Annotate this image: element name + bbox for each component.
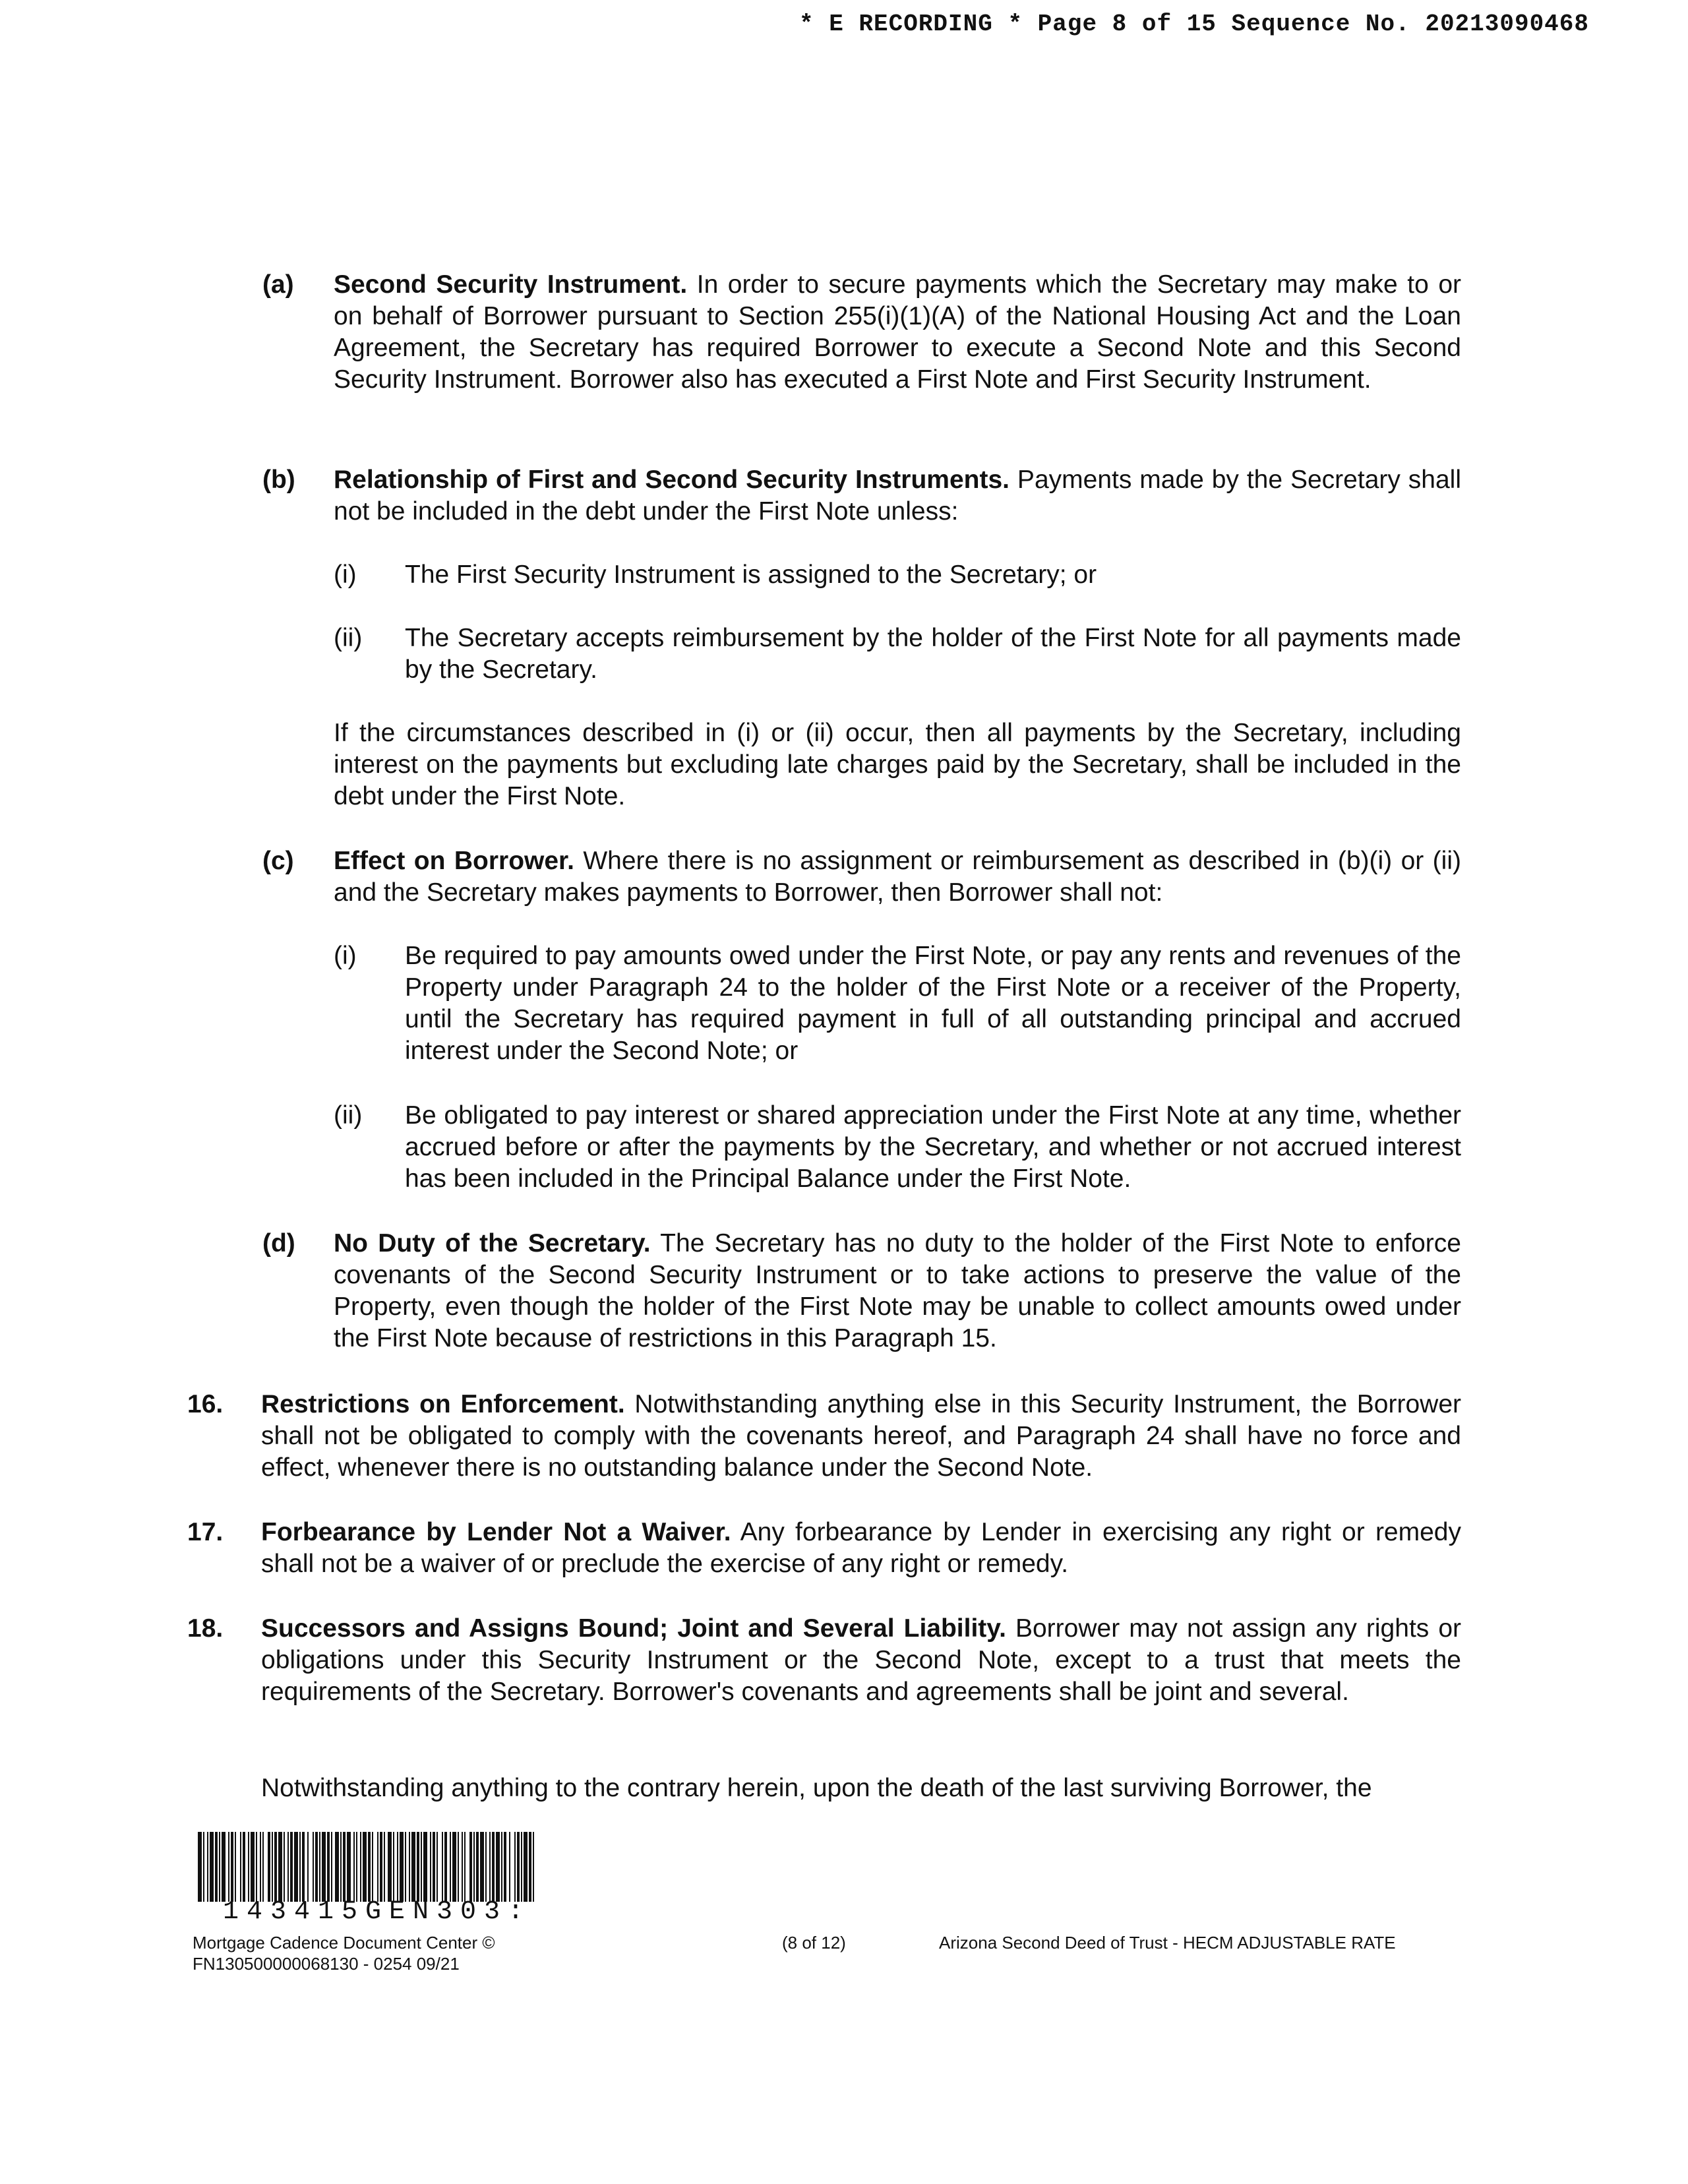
footer-page-number: (8 of 12) — [782, 1933, 846, 1953]
barcode-stripe — [417, 1832, 419, 1902]
section-d-text: The Secretary has no duty to the holder of the First Note to enforce covenants of the Second Security Instrument or to take actions to preserve the value of the Property, even though the holder of the First Note may be unable to collect amounts owed under the First Note because of restrictions in this Paragraph 15. — [334, 1229, 1461, 1352]
barcode-stripe — [235, 1832, 236, 1902]
section-c-ii-text: Be obligated to pay interest or shared appreciation under the First Note at any time, whether accrued before or after the payments by the Secretary, and whether or not accrued interest has been included in the Principal Balance under the First Note. — [405, 1101, 1461, 1193]
barcode-stripe — [294, 1832, 298, 1902]
barcode-stripe — [268, 1832, 270, 1902]
barcode-stripe — [480, 1832, 484, 1902]
section-b-label: (b) — [262, 466, 295, 494]
barcode-stripe — [397, 1832, 398, 1902]
section-b-ii-text: The Secretary accepts reimbursement by the holder of the First Note for all payments made by the Secretary. — [405, 624, 1461, 684]
barcode-stripe — [360, 1832, 361, 1902]
section-d-title: No Duty of the Secretary. — [334, 1229, 651, 1258]
barcode-stripe — [388, 1832, 392, 1902]
barcode-stripe — [442, 1832, 443, 1902]
barcode-stripe — [524, 1832, 528, 1902]
barcode-stripe — [278, 1832, 282, 1902]
barcode-stripe — [430, 1832, 431, 1902]
paragraph-18-text: Borrower may not assign any rights or obligations under this Security Instrument or the Second Note, except to a trust that meets the requirements of the Secretary. Borrower's covenants and agreements shall be joint and several. — [261, 1614, 1461, 1706]
paragraph-18-title: Successors and Assigns Bound; Joint and Several Liability. — [261, 1614, 1006, 1643]
paragraph-18-continued: Notwithstanding anything to the contrary herein, upon the death of the last surviving Borrower, the — [261, 1774, 1372, 1802]
paragraph-16-label: 16. — [187, 1390, 224, 1418]
barcode-stripe — [437, 1832, 438, 1902]
barcode-stripe — [411, 1832, 415, 1902]
barcode-stripe — [331, 1832, 332, 1902]
barcode-stripe — [393, 1832, 394, 1902]
barcode-stripe — [384, 1832, 385, 1902]
barcode-stripe — [243, 1832, 245, 1902]
section-a-label: (a) — [262, 270, 294, 299]
paragraph-17 — [261, 1517, 1461, 1580]
paragraph-17-title: Forbearance by Lender Not a Waiver. — [261, 1518, 731, 1546]
section-b-i-label: (i) — [334, 561, 357, 589]
barcode-stripe — [284, 1832, 285, 1902]
barcode-stripe — [462, 1832, 463, 1902]
section-c — [334, 845, 1461, 909]
barcode-stripe — [203, 1832, 204, 1902]
barcode-stripe — [313, 1832, 314, 1902]
barcode-stripe — [458, 1832, 459, 1902]
section-a-title: Second Security Instrument. — [334, 270, 688, 299]
barcode-stripe — [409, 1832, 410, 1902]
barcode-stripe — [274, 1832, 277, 1902]
section-b-text: Payments made by the Secretary shall not be included in the debt under the First Note unless: — [334, 466, 1462, 526]
barcode-number: 143415GEN303: — [223, 1897, 532, 1927]
barcode-stripe — [251, 1832, 255, 1902]
barcode-stripe — [433, 1832, 435, 1902]
footer-form-title: Arizona Second Deed of Trust - HECM ADJUSTABLE RATE — [939, 1933, 1396, 1953]
barcode-stripe — [240, 1832, 241, 1902]
footer-form-id: FN130500000068130 - 0254 09/21 — [193, 1954, 460, 1974]
barcode-stripe — [501, 1832, 502, 1902]
barcode-stripe — [514, 1832, 516, 1902]
barcode-stripe — [215, 1832, 218, 1902]
section-c-text: Where there is no assignment or reimbursement as described in (b)(i) or (ii) and the Secretary makes payments to Borrower, then Borrower shall not: — [334, 847, 1461, 907]
barcode-stripe — [322, 1832, 326, 1902]
barcode-stripe — [299, 1832, 301, 1902]
barcode-stripe — [509, 1832, 510, 1902]
paragraph-17-text: Any forbearance by Lender in exercising any right or remedy shall not be a waiver of or preclude the exercise of any right or remedy. — [261, 1518, 1461, 1578]
barcode-stripe — [492, 1832, 495, 1902]
section-c-title: Effect on Borrower. — [334, 847, 574, 875]
barcode-stripe — [485, 1832, 487, 1902]
section-c-label: (c) — [262, 847, 294, 875]
section-b-title: Relationship of First and Second Security Instruments. — [334, 466, 1010, 494]
barcode-stripe — [347, 1832, 351, 1902]
barcode-stripe — [452, 1832, 456, 1902]
barcode-stripe — [473, 1832, 475, 1902]
barcode-stripe — [319, 1832, 320, 1902]
barcode-stripe — [489, 1832, 491, 1902]
barcode-stripe — [421, 1832, 422, 1902]
paragraph-18-label: 18. — [187, 1614, 224, 1643]
barcode-stripe — [469, 1832, 472, 1902]
barcode-stripe — [368, 1832, 371, 1902]
barcode-image — [198, 1832, 534, 1902]
recording-header: * E RECORDING * Page 8 of 15 Sequence No. 20213090468 — [799, 11, 1589, 38]
barcode-stripe — [400, 1832, 404, 1902]
paragraph-17-label: 17. — [187, 1518, 224, 1546]
barcode-stripe — [423, 1832, 427, 1902]
barcode-stripe — [444, 1832, 447, 1902]
barcode-stripe — [231, 1832, 233, 1902]
barcode-stripe — [228, 1832, 229, 1902]
barcode-stripe — [356, 1832, 357, 1902]
barcode-stripe — [207, 1832, 208, 1902]
section-b-i-text: The First Security Instrument is assigned to the Secretary; or — [405, 561, 1097, 589]
barcode-stripe — [377, 1832, 378, 1902]
section-b-after: If the circumstances described in (i) or (ii) occur, then all payments by the Secretary, including interest on the payments but excluding late charges paid by the Secretary, shall be included in the debt under the First Note. — [334, 719, 1461, 810]
barcode-stripe — [198, 1832, 202, 1902]
barcode-stripe — [372, 1832, 373, 1902]
section-c-i-text: Be required to pay amounts owed under the First Note, or pay any rents and revenues of the Property under Paragraph 24 to the holder of the First Note or a receiver of the Property, until the Secretary has required payment in full of all outstanding principal and accrued interest under the Second Note; or — [405, 942, 1461, 1065]
barcode-stripe — [521, 1832, 522, 1902]
barcode-stripe — [363, 1832, 367, 1902]
barcode-stripe — [260, 1832, 261, 1902]
barcode-stripe — [504, 1832, 506, 1902]
paragraph-18 — [261, 1613, 1461, 1708]
section-b-ii-label: (ii) — [334, 624, 363, 652]
barcode-stripe — [222, 1832, 226, 1902]
barcode-stripe — [219, 1832, 220, 1902]
barcode-stripe — [405, 1832, 406, 1902]
barcode-stripe — [533, 1832, 534, 1902]
barcode-stripe — [307, 1832, 309, 1902]
barcode-stripe — [464, 1832, 466, 1902]
barcode-stripe — [353, 1832, 355, 1902]
footer-doc-center: Mortgage Cadence Document Center © — [193, 1933, 495, 1953]
paragraph-16-title: Restrictions on Enforcement. — [261, 1390, 625, 1418]
section-c-ii-label: (ii) — [334, 1101, 363, 1130]
barcode-stripe — [256, 1832, 257, 1902]
section-a-text: In order to secure payments which the Secretary may make to or on behalf of Borrower pursuant to Section 255(i)(1)(A) of the National Housing Act and the Loan Agreement, the Secretary has required Borrower to execute a Second Note and this Second Security Instrument. Borrower also has executed a First Note and First Security Instrument. — [334, 270, 1461, 394]
barcode-stripe — [340, 1832, 342, 1902]
barcode-stripe — [496, 1832, 500, 1902]
section-a — [334, 269, 1461, 396]
barcode-stripe — [327, 1832, 330, 1902]
barcode-stripe — [529, 1832, 531, 1902]
section-c-i-label: (i) — [334, 942, 357, 970]
paragraph-16 — [261, 1389, 1461, 1484]
barcode-stripe — [290, 1832, 293, 1902]
barcode-stripe — [302, 1832, 305, 1902]
barcode-stripe — [335, 1832, 339, 1902]
barcode-stripe — [315, 1832, 318, 1902]
section-b — [334, 464, 1461, 528]
barcode-stripe — [272, 1832, 273, 1902]
barcode-stripe — [248, 1832, 249, 1902]
section-d-label: (d) — [262, 1229, 295, 1258]
paragraph-16-text: Notwithstanding anything else in this Security Instrument, the Borrower shall not be obligated to comply with the covenants hereof, and Paragraph 24 shall have no force and effect, whenever there is no outstanding balance under the Second Note. — [261, 1390, 1461, 1482]
barcode-stripe — [517, 1832, 520, 1902]
barcode-stripe — [380, 1832, 382, 1902]
barcode-stripe — [287, 1832, 289, 1902]
barcode-stripe — [450, 1832, 451, 1902]
barcode-stripe — [476, 1832, 479, 1902]
barcode-stripe — [262, 1832, 264, 1902]
barcode-stripe — [210, 1832, 214, 1902]
barcode-stripe — [343, 1832, 346, 1902]
section-d — [334, 1228, 1461, 1354]
